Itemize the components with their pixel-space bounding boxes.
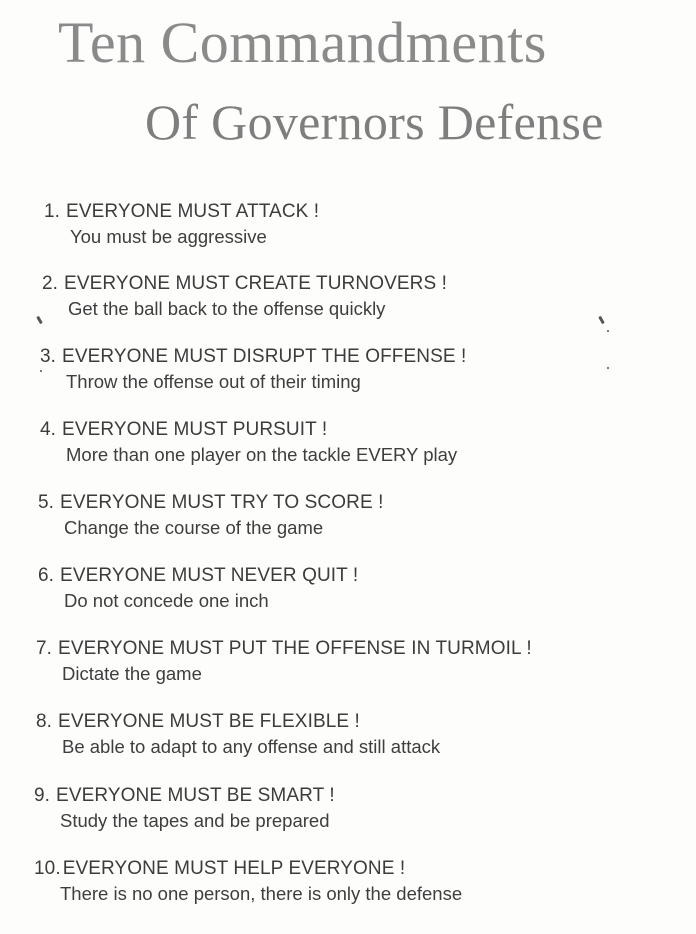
commandment-item xyxy=(40,419,457,466)
commandment-text: EVERYONE MUST HELP EVERYONE ! xyxy=(62,858,406,879)
commandment-item xyxy=(40,346,466,393)
scan-speck xyxy=(607,330,609,332)
commandment-detail: Study the tapes and be prepared xyxy=(60,810,330,831)
scan-speck xyxy=(598,316,605,324)
commandment-text: EVERYONE MUST CREATE TURNOVERS ! xyxy=(64,273,447,294)
commandment-item xyxy=(38,492,383,539)
commandment-number: 3. xyxy=(40,346,57,367)
commandment-number: 4. xyxy=(40,419,57,440)
commandment-number: 10. xyxy=(34,858,61,879)
commandment-number: 8. xyxy=(36,711,53,732)
commandment-text: EVERYONE MUST BE SMART ! xyxy=(56,785,335,806)
page-title: Ten Commandments xyxy=(58,10,547,75)
commandment-detail: Do not concede one inch xyxy=(64,590,269,611)
commandment-text: EVERYONE MUST PUT THE OFFENSE IN TURMOIL ! xyxy=(58,638,532,659)
commandment-number: 9. xyxy=(34,785,51,806)
commandment-text: EVERYONE MUST DISRUPT THE OFFENSE ! xyxy=(62,346,467,367)
commandment-number: 2. xyxy=(42,273,59,294)
scan-speck xyxy=(40,370,42,372)
commandment-detail: Be able to adapt to any offense and still attack xyxy=(62,736,441,757)
commandment-number: 5. xyxy=(38,492,55,513)
page-subtitle: Of Governors Defense xyxy=(145,94,604,150)
commandment-number: 1. xyxy=(44,201,61,222)
commandment-text: EVERYONE MUST BE FLEXIBLE ! xyxy=(58,711,360,732)
commandment-text: EVERYONE MUST PURSUIT ! xyxy=(62,419,328,440)
commandment-detail: There is no one person, there is only the defense xyxy=(60,883,463,904)
commandment-text: EVERYONE MUST ATTACK ! xyxy=(66,201,320,222)
commandment-item xyxy=(44,201,319,248)
commandment-item xyxy=(38,565,358,612)
commandment-text: EVERYONE MUST NEVER QUIT ! xyxy=(60,565,359,586)
commandment-detail: Get the ball back to the offense quickly xyxy=(68,298,386,319)
commandment-item xyxy=(34,858,462,905)
commandment-text: EVERYONE MUST TRY TO SCORE ! xyxy=(60,492,384,513)
commandment-item xyxy=(36,711,440,758)
commandment-detail: You must be aggressive xyxy=(70,226,267,247)
commandment-detail: Dictate the game xyxy=(62,663,202,684)
commandment-number: 6. xyxy=(38,565,55,586)
commandment-number: 7. xyxy=(36,638,53,659)
commandment-detail: Throw the offense out of their timing xyxy=(66,371,361,392)
commandment-item xyxy=(36,638,532,685)
commandment-item xyxy=(34,785,335,832)
commandment-detail: More than one player on the tackle EVERY play xyxy=(66,444,458,465)
scan-speck xyxy=(607,367,609,369)
commandment-detail: Change the course of the game xyxy=(64,517,324,538)
commandment-item xyxy=(42,273,447,320)
